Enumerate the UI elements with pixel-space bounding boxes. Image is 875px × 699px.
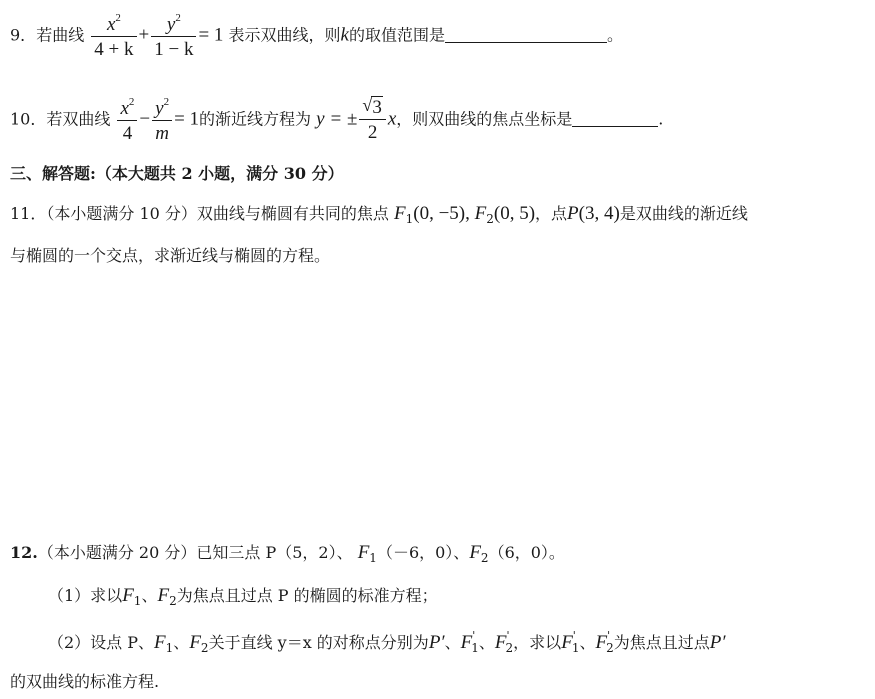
q11-F2: F [474,203,487,224]
q12-p1-F1-sub: 1 [133,594,142,608]
q10-f2-den: m [155,123,169,144]
q12-F1: F [357,542,370,563]
q12-p2-F1p: F [460,632,473,653]
q9-f1-sup: 2 [115,12,121,24]
q12-p2-F2-sub: 2 [200,641,209,655]
q10-fraction-1 [117,97,137,143]
q12-p1-b: 为焦点且过点 P 的椭圆的标准方程； [176,586,438,605]
q11-lead: 11．（本小题满分 10 分）双曲线与椭圆有共同的焦点 [10,204,389,223]
q9-end: 。 [606,25,623,45]
q12-p2-c: 、 [444,633,461,652]
q9-number: 9． [10,25,37,45]
q12-F2: F [469,542,481,563]
q12-lead: （本小题满分 20 分）已知三点 P（5，2）、 [37,543,353,562]
q10-f2-sup: 2 [163,96,170,108]
q10-var-x: x [387,108,397,130]
question-10 [10,97,663,143]
question-12-part-1 [48,586,438,607]
q9-answer-blank[interactable] [445,28,607,43]
q9-tail-a: 表示双曲线，则 [228,25,341,45]
q10-tail-a: 的渐近线方程为 [199,109,312,129]
q9-f1-den: 4 + k [94,39,134,60]
q9-f2-den: 1 − k [154,39,194,60]
q12-p2-F2: F [189,632,201,653]
q11-coord2: (0, 5) [493,203,536,224]
q10-f3-den: 2 [367,122,378,143]
q10-fraction-3 [359,95,386,143]
q12-p2-d: 、 [478,633,495,652]
q10-y-eq: y = ± [316,108,358,130]
q10-equals: = 1 [174,108,200,130]
q11-coordP: (3, 4) [578,203,620,224]
q12-p1-a: （1）求以 [48,586,123,605]
q9-tail-b: 的取值范围是 [348,25,445,45]
sqrt-icon: √ 3 [362,95,382,118]
q12-p1-F1: F [122,585,134,606]
q10-f1-den: 4 [122,123,133,144]
q11-F1: F [394,203,406,224]
q10-f2-num: y [155,98,164,119]
q10-f1-sup: 2 [128,96,135,108]
q12-p2-F1pp-prime: ' [572,629,576,642]
q12-p2-F1-sub: 1 [165,641,174,655]
q10-fraction-2 [152,97,172,143]
q12-p2-F2p-prime: ' [506,629,510,642]
q10-tail-b: ，则双曲线的焦点坐标是 [396,109,573,129]
q9-f1-num: x [106,14,116,35]
q11-coord1: (0, −5), [413,203,475,224]
q12-p1-F2: F [157,585,170,606]
q12-p1-F2-sub: 2 [169,594,177,608]
q9-fraction-2 [151,13,196,59]
q12-p2-F2p: F [494,632,507,653]
question-12-line-3: 的双曲线的标准方程. [10,672,160,691]
q9-f2-num: y [166,14,176,35]
question-11-line-2: 与椭圆的一个交点，求渐近线与椭圆的方程。 [10,246,331,265]
q10-f1-num: x [120,98,129,119]
q12-p2-a: （2）设点 P、 [48,633,155,652]
q11-mid: ，点 [535,204,568,223]
q9-equals: = 1 [198,24,224,46]
q10-end: . [658,109,664,129]
q12-p2-F2pp: F [595,632,608,653]
q12-p2-b: 关于直线 y＝x 的对称点分别为 [208,633,429,652]
question-12 [10,543,565,564]
q12-p2-F1pp: F [561,632,573,653]
q12-p2-Pprime-2: P′ [709,632,726,653]
q11-P: P [567,203,579,224]
q12-p1-sep: 、 [141,586,158,605]
q12-p2-F1p-sub: 1 [471,641,479,655]
q9-f2-sup: 2 [175,12,181,24]
q9-lead: 若曲线 [36,25,85,45]
q12-mid2: （6，0）。 [488,543,565,562]
question-12-part-2 [48,630,726,654]
q12-F1-sub: 1 [369,551,377,565]
q12-p2-f: 、 [579,633,596,652]
q10-number: 10． [10,109,47,129]
q12-F2-sub: 2 [480,551,489,565]
q12-p2-e: ，求以 [513,633,562,652]
q12-p2-sep: 、 [173,633,190,652]
q11-F1-sub: 1 [405,212,414,226]
q11-tail: 是双曲线的渐近线 [619,204,748,223]
q10-answer-blank[interactable] [572,112,658,127]
q10-minus: − [139,108,151,130]
q12-p2-F2pp-prime: ' [607,629,611,642]
question-11 [10,204,748,225]
q12-p2-F1: F [154,632,166,653]
q9-fraction-1 [91,13,136,59]
q12-mid1: （－6，0）、 [376,543,470,562]
q12-p2-F2pp-sub: 2 [606,641,614,655]
question-9 [10,13,623,59]
q12-p2-F1pp-sub: 1 [571,641,580,655]
q12-p2-Pprime: P′ [428,632,445,653]
q10-lead: 若双曲线 [46,109,111,129]
section-3-title: 三、解答题:（本大题共 2 小题，满分 30 分） [10,164,344,183]
q12-p2-g: 为焦点且过点 [613,633,710,652]
q10-sqrt-arg: 3 [372,97,382,118]
q12-p2-F2p-sub: 2 [505,641,514,655]
q11-F2-sub: 2 [486,212,494,226]
q9-var-k: k [340,24,349,46]
q9-plus: + [138,24,150,46]
q12-p2-F1p-prime: ' [472,629,476,642]
q12-number: 12. [10,543,38,562]
